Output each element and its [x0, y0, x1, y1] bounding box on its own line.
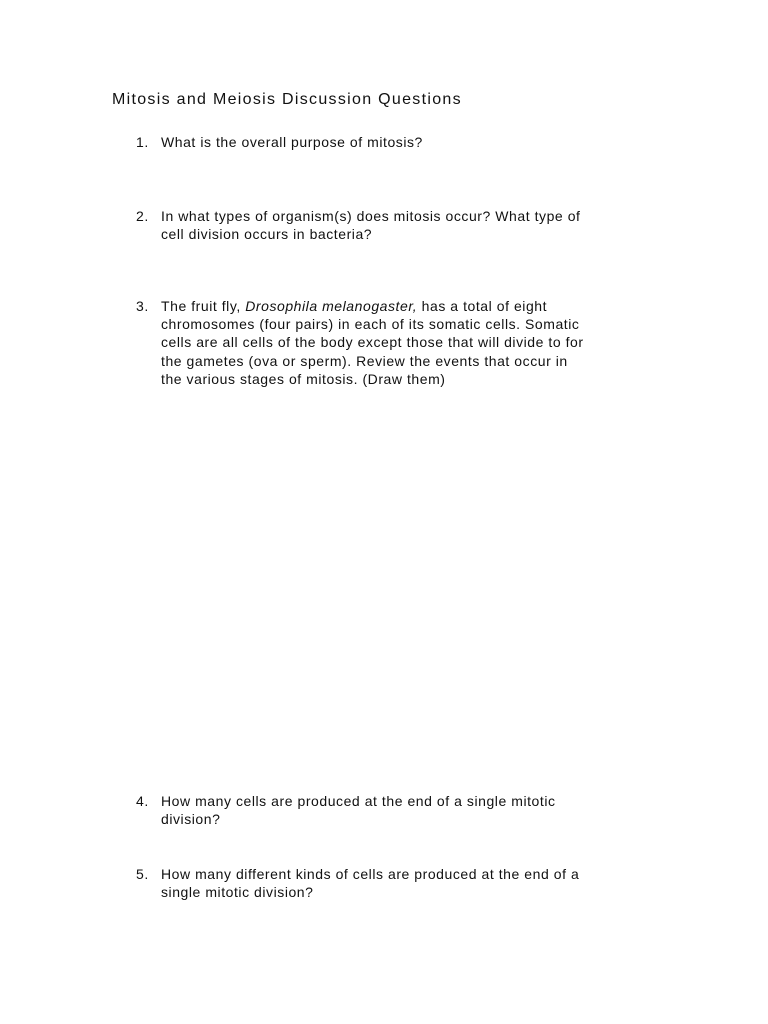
question-text-pre: The fruit fly, [161, 298, 246, 314]
question-1 [136, 133, 676, 151]
question-text-post: has a total of eight [417, 298, 548, 314]
question-text [161, 133, 676, 151]
question-number: 5. [136, 866, 149, 882]
question-text [161, 792, 676, 828]
question-line: single mitotic division? [161, 884, 314, 901]
question-line-1 [161, 297, 676, 315]
question-line: How many cells are produced at the end of a single mitotic [161, 793, 556, 809]
question-line: cells are all cells of the body except those that will divide to for [161, 334, 584, 351]
question-line: What is the overall purpose of mitosis? [161, 134, 423, 150]
question-line: the gametes (ova or sperm). Review the events that occur in [161, 352, 568, 369]
question-line: cell division occurs in bacteria? [161, 226, 373, 243]
question-4 [136, 792, 676, 828]
question-line: the various stages of mitosis. (Draw them) [161, 370, 446, 387]
question-line: In what types of organism(s) does mitosis occur? What type of [161, 208, 581, 224]
species-name: Drosophila melanogaster, [245, 298, 418, 314]
page-title: Mitosis and Meiosis Discussion Questions [112, 91, 462, 108]
question-line: chromosomes (four pairs) in each of its somatic cells. Somatic [161, 316, 580, 333]
question-3 [136, 297, 676, 388]
question-number: 4. [136, 793, 149, 809]
question-2 [136, 207, 676, 243]
question-number: 1. [136, 134, 149, 150]
question-5 [136, 865, 676, 901]
question-text [161, 865, 676, 901]
question-number: 3. [136, 298, 149, 314]
question-line: division? [161, 811, 221, 828]
question-text [161, 297, 676, 388]
question-text [161, 207, 676, 243]
question-line: How many different kinds of cells are produced at the end of a [161, 866, 580, 882]
question-number: 2. [136, 208, 149, 224]
